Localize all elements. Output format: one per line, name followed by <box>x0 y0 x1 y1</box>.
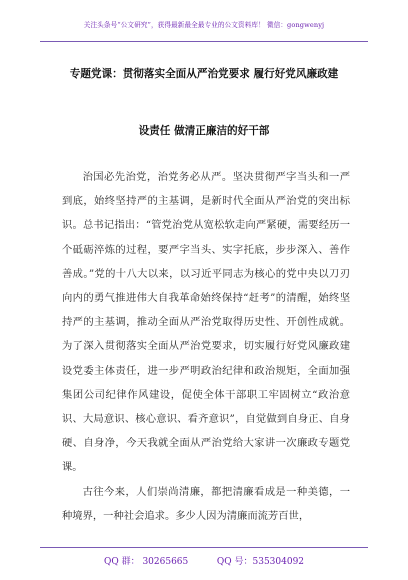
document-title-line-1: 专题党课：贯彻落实全面从严治党要求 履行好党风廉政建 <box>69 68 339 80</box>
footer-qq-number: QQ 号：535304092 <box>216 557 305 567</box>
footer-qq-group: QQ 群： 30265665 <box>103 557 189 567</box>
header-notice: 关注头条号“公文研究”，获得最新最全最专业的公文资料库！ 微信：gongwenyj <box>83 21 325 29</box>
footer-contact <box>0 554 408 567</box>
document-body <box>62 165 350 528</box>
header-divider <box>40 41 368 42</box>
body-paragraph-2: 古往今来，人们崇尚清廉，都把清廉看成是一种美德，一种境界，一种社会追求。多少人因为清廉而流芳百世， <box>62 485 350 522</box>
body-paragraph-1: 治国必先治党，治党务必从严。坚决贯彻严字当头和一严到底，始终坚持严的主基调，是新时代全面从严治党的突出标识。总书记指出：“管党治党从宽松软走向严紧硬，需要经历一个砥砺淬炼的过程，要严字当头、实字托底，步步深入、善作善成。”党的十八大以来，以习近平同志为核心的党中央以刀刃向内的勇气推进伟大自我革命始终保持“赶考”的清醒，始终坚持严的主基调，推动全面从严治党取得历史性、开创性成就。为了深入贯彻落实全面从严治党要求，切实履行好党风廉政建设党委主体责任，进一步严明政治纪律和政治规矩，全面加强集团公司纪律作风建设，促使全体干部职工牢固树立“政治意识、大局意识、核心意识、看齐意识”，自觉做到自身正、自身硬、自身净，今天我就全面从严治党给大家讲一次廉政专题党课。 <box>62 171 350 474</box>
footer-divider <box>40 547 368 548</box>
document-title-line-2: 设责任 做清正廉洁的好干部 <box>138 125 270 137</box>
